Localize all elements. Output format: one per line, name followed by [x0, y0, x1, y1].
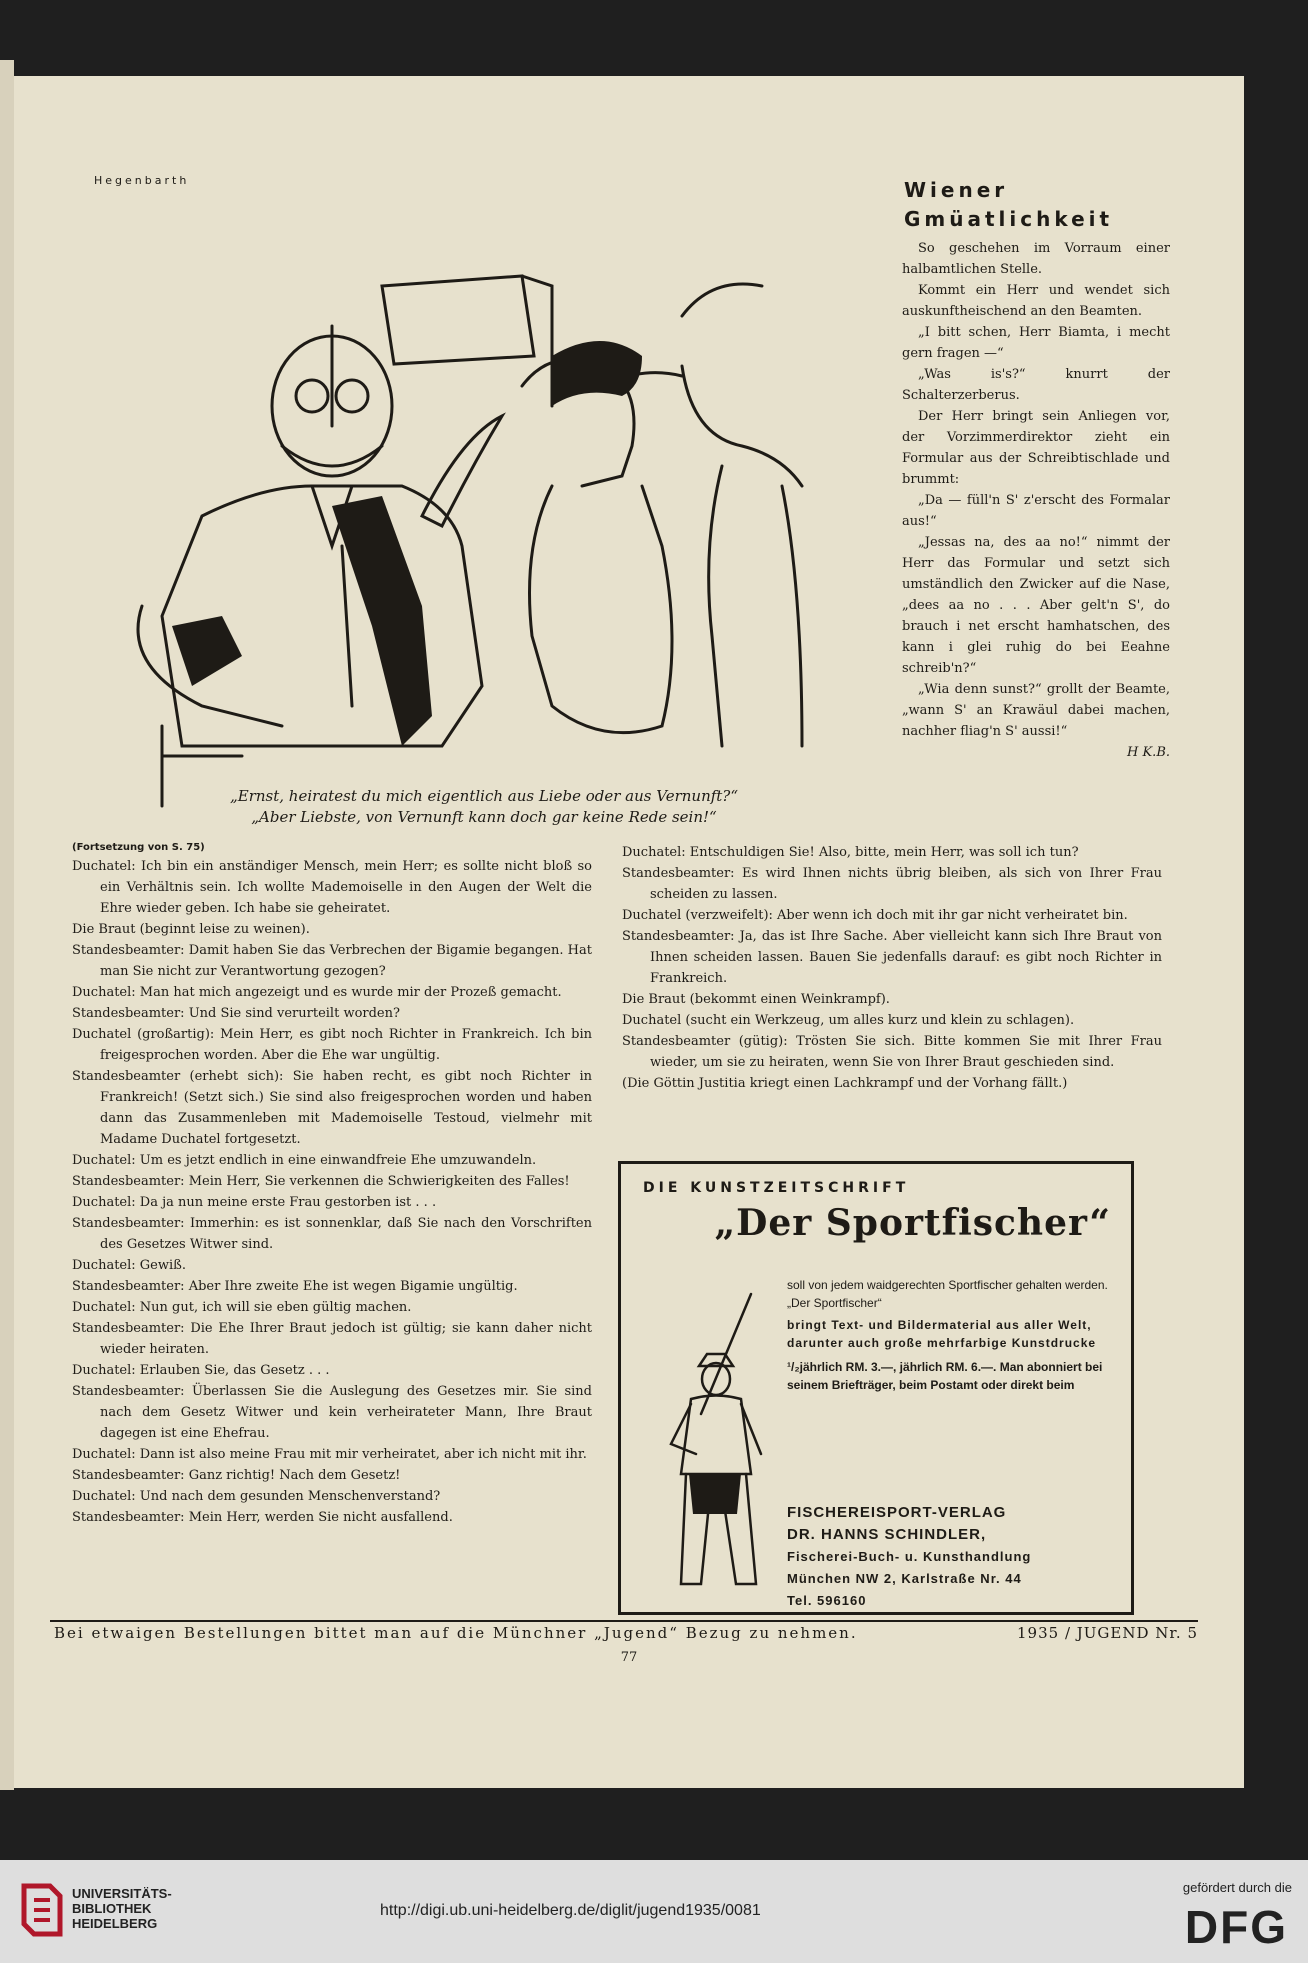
dialogue-line — [72, 856, 592, 919]
dialogue-line — [72, 1276, 592, 1297]
dialogue-column-left — [72, 856, 592, 1528]
speech: (erhebt sich): Sie haben recht, es gibt noch Richter in Frankreich! (Setzt sich.) Sie sind also freigesprochen worden und haben dann das Zusammenleben mit Mademoiselle Testoud, vielmehr mit Madame Duchatel fortgesetzt. — [100, 1069, 593, 1147]
speech: (beginnt leise zu weinen). — [139, 922, 310, 937]
ad-title: „Der Sportfischer“ — [714, 1202, 1111, 1244]
dialogue-line — [72, 1003, 592, 1024]
story-paragraph: „I bitt schen, Herr Biamta, i mecht gern fragen —“ — [902, 325, 1170, 361]
story-paragraph: „Was is's?“ knurrt der Schalterzerberus. — [902, 367, 1170, 403]
speaker: Duchatel — [622, 908, 682, 923]
dialogue-line — [72, 1507, 592, 1528]
caption-line-2: „Aber Liebste, von Vernunft kann doch gar keine Rede sein!“ — [251, 808, 717, 826]
dialogue-line — [622, 926, 1162, 989]
dialogue-line — [72, 1171, 592, 1192]
speech: Und nach dem gesunden Menschenverstand? — [139, 1489, 441, 1504]
dialogue-line — [72, 1465, 592, 1486]
speech: Überlassen Sie die Auslegung des Gesetzes mir. Sie sind nach dem Gesetz Witwer und kein verheirateter Mann, Ihre Braut dagegen ist eine Ehefrau. — [100, 1384, 592, 1441]
page-number: 77 — [620, 1650, 638, 1665]
artist-credit: Hegenbarth — [94, 174, 190, 187]
dialogue-line — [72, 919, 592, 940]
dialogue-line — [72, 982, 592, 1003]
speech: Um es jetzt endlich in eine einwandfreie Ehe umzuwandeln. — [139, 1153, 537, 1168]
dialogue-line — [72, 1150, 592, 1171]
speech: Da ja nun meine erste Frau gestorben ist . . . — [139, 1195, 437, 1210]
order-notice: Bei etwaigen Bestellungen bittet man auf die Münchner „Jugend“ Bezug zu nehmen. — [54, 1624, 858, 1642]
speech: Ganz richtig! Nach dem Gesetz! — [188, 1468, 401, 1483]
ad-heading: DIE KUNSTZEITSCHRIFT — [643, 1180, 910, 1196]
story-paragraph: „Jessas na, des aa no!“ nimmt der Herr das Formular und setzt sich umständlich den Zwicker auf die Nase, „dees aa no . . . Aber gelt'n S', do brauch i net erscht hamhatschen, des kann i glei ruhig do bei Eeahne schreib'n?“ — [902, 535, 1170, 676]
dialogue-line — [72, 1255, 592, 1276]
speech: Aber Ihre zweite Ehe ist wegen Bigamie ungültig. — [188, 1279, 518, 1294]
speaker: Duchatel: — [72, 1195, 136, 1210]
fisherman-illustration — [641, 1284, 791, 1604]
story-title-line-2: Gmüatlichkeit — [904, 207, 1114, 231]
story-paragraph: Kommt ein Herr und wendet sich auskunftheischend an den Beamten. — [902, 283, 1170, 319]
dialogue-column-right — [622, 842, 1162, 1094]
institution-name — [72, 1886, 172, 1931]
speaker: Duchatel: — [72, 1447, 136, 1462]
story-text — [902, 238, 1170, 763]
speech: (Die Göttin Justitia kriegt einen Lachkrampf und der Vorhang fällt.) — [622, 1076, 1068, 1091]
story-paragraph: Der Herr bringt sein Anliegen vor, der Vorzimmerdirektor zieht ein Formular aus der Schreibtischlade und brummt: — [902, 409, 1170, 487]
publisher-owner: DR. HANNS SCHINDLER, — [787, 1526, 987, 1543]
stage-direction — [622, 1073, 1162, 1094]
speaker: Standesbeamter — [72, 1069, 181, 1084]
dialogue-line — [622, 1031, 1162, 1073]
dialogue-line — [72, 1486, 592, 1507]
speaker: Duchatel — [622, 1013, 682, 1028]
publisher-phone: Tel. 596160 — [787, 1593, 867, 1608]
dialogue-line — [72, 1024, 592, 1066]
ad-line: bringt Text- und Bildermaterial aus aller Welt, darunter auch große mehrfarbige Kunstdrucke — [787, 1318, 1097, 1350]
institution-line: UNIVERSITÄTS- — [72, 1886, 172, 1901]
ad-body — [787, 1276, 1115, 1394]
speaker: Die Braut — [622, 992, 686, 1007]
speaker: Duchatel — [72, 1027, 132, 1042]
illustration-caption — [174, 786, 794, 828]
speech: Die Ehe Ihrer Braut jedoch ist gültig; sie kann daher nicht wieder heiraten. — [100, 1321, 592, 1357]
speaker: Duchatel: — [72, 985, 136, 1000]
speech: Erlauben Sie, das Gesetz . . . — [139, 1363, 330, 1378]
story-title — [904, 176, 1113, 234]
viewer-footer-bar — [0, 1860, 1308, 1963]
speech: (bekommt einen Weinkrampf). — [689, 992, 890, 1007]
dialogue-line — [622, 1010, 1162, 1031]
dialogue-line — [622, 905, 1162, 926]
speaker: Standesbeamter — [622, 1034, 731, 1049]
story-paragraph: „Wia denn sunst?“ grollt der Beamte, „wann S' an Krawäul dabei machen, nachher fliag'n S' aussi!“ — [902, 682, 1170, 739]
speaker: Standesbeamter: — [72, 1216, 185, 1231]
speaker: Standesbeamter: — [72, 1468, 185, 1483]
funding-label: gefördert durch die — [1182, 1880, 1292, 1895]
publisher-name: FISCHEREISPORT-VERLAG — [787, 1504, 1007, 1521]
ad-line: soll von jedem waidgerechten Sportfischer gehalten werden. „Der Sportfischer“ — [787, 1278, 1108, 1310]
speech: Mein Herr, werden Sie nicht ausfallend. — [188, 1510, 453, 1525]
caption-line-1: „Ernst, heiratest du mich eigentlich aus Liebe oder aus Vernunft?“ — [229, 787, 739, 805]
issue-label: 1935 / JUGEND Nr. 5 — [1017, 1624, 1198, 1642]
dialogue-line — [622, 842, 1162, 863]
speaker: Duchatel: — [72, 1258, 136, 1273]
magazine-page — [14, 76, 1244, 1788]
speech: Entschuldigen Sie! Also, bitte, mein Herr, was soll ich tun? — [689, 845, 1079, 860]
footer-rule — [50, 1620, 1198, 1622]
story-signature: H K.B. — [1127, 745, 1170, 760]
speech: Ich bin ein anständiger Mensch, mein Herr; es sollte nicht bloß so ein Verhältnis sein. Ich wollte Mademoiselle in den Augen der Welt die Ehre wieder geben. Ich habe sie geheiratet. — [100, 859, 592, 916]
speech: Man hat mich angezeigt und es wurde mir der Prozeß gemacht. — [139, 985, 562, 1000]
speech: Mein Herr, Sie verkennen die Schwierigkeiten des Falles! — [188, 1174, 570, 1189]
story-paragraph: „Da — füll'n S' z'erscht des Formalar aus!“ — [902, 493, 1170, 529]
story-title-line-1: Wiener — [904, 178, 1009, 202]
speech: Dann ist also meine Frau mit mir verheiratet, aber ich nicht mit ihr. — [139, 1447, 587, 1462]
dialogue-line — [72, 1192, 592, 1213]
dialogue-line — [72, 1297, 592, 1318]
speaker: Duchatel: — [72, 1363, 136, 1378]
speech: Ja, das ist Ihre Sache. Aber vielleicht kann sich Ihre Braut von Ihnen scheiden lassen. Bauen Sie jedenfalls darauf: es gibt noch Richter in Frankreich. — [650, 929, 1162, 986]
speech: Und Sie sind verurteilt worden? — [188, 1006, 400, 1021]
speech: Es wird Ihnen nichts übrig bleiben, als sich von Ihrer Frau scheiden zu lassen. — [650, 866, 1162, 902]
dialogue-line — [72, 1360, 592, 1381]
speaker: Standesbeamter: — [72, 1384, 185, 1399]
dialogue-line — [72, 1318, 592, 1360]
continuation-note: (Fortsetzung von S. 75) — [72, 842, 205, 853]
ad-publisher — [787, 1502, 1115, 1612]
speaker: Standesbeamter: — [622, 866, 735, 881]
speech: (verzweifelt): Aber wenn ich doch mit ihr gar nicht verheiratet bin. — [685, 908, 1128, 923]
speaker: Standesbeamter: — [72, 943, 185, 958]
illustration — [82, 186, 902, 826]
dialogue-line — [72, 1066, 592, 1150]
speaker: Standesbeamter: — [72, 1174, 185, 1189]
publisher-shop: Fischerei-Buch- u. Kunsthandlung — [787, 1549, 1032, 1564]
speech: Gewiß. — [139, 1258, 186, 1273]
speech: (gütig): Trösten Sie sich. Bitte kommen Sie mit Ihrer Frau wieder, um sie zu heiraten, wenn Sie von Ihrer Braut geschieden sind. — [650, 1034, 1162, 1070]
story-paragraph: So geschehen im Vorraum einer halbamtlichen Stelle. — [902, 241, 1170, 277]
speaker: Duchatel: — [72, 1300, 136, 1315]
dialogue-line — [72, 1444, 592, 1465]
ad-line: ¹/₂jährlich RM. 3.—, jährlich RM. 6.—. Man abonniert bei seinem Briefträger, beim Postamt oder direkt beim — [787, 1360, 1103, 1392]
speech: Damit haben Sie das Verbrechen der Bigamie begangen. Hat man Sie nicht zur Verantwortung gezogen? — [100, 943, 592, 979]
publisher-address: München NW 2, Karlstraße Nr. 44 — [787, 1571, 1022, 1586]
speech: (großartig): Mein Herr, es gibt noch Richter in Frankreich. Ich bin freigesprochen worden. Aber die Ehe war ungültig. — [100, 1027, 592, 1063]
speaker: Standesbeamter: — [622, 929, 735, 944]
speaker: Duchatel: — [72, 1153, 136, 1168]
dialogue-line — [72, 1213, 592, 1255]
page-footer — [54, 1624, 1204, 1642]
speaker: Die Braut — [72, 922, 136, 937]
previous-page-edge — [0, 60, 14, 1790]
speaker: Standesbeamter: — [72, 1006, 185, 1021]
dfg-logo: DFG — [1184, 1901, 1288, 1953]
dialogue-line — [72, 940, 592, 982]
speech: Nun gut, ich will sie eben gültig machen. — [139, 1300, 412, 1315]
dialogue-line — [622, 863, 1162, 905]
speaker: Standesbeamter: — [72, 1279, 185, 1294]
speaker: Standesbeamter: — [72, 1321, 185, 1336]
speaker: Duchatel: — [622, 845, 686, 860]
speech: (sucht ein Werkzeug, um alles kurz und klein zu schlagen). — [685, 1013, 1075, 1028]
speaker: Standesbeamter: — [72, 1510, 185, 1525]
institution-line: BIBLIOTHEK — [72, 1901, 152, 1916]
speech: Immerhin: es ist sonnenklar, daß Sie nach den Vorschriften des Gesetzes Witwer sind. — [100, 1216, 592, 1252]
dialogue-line — [72, 1381, 592, 1444]
permalink[interactable]: http://digi.ub.uni-heidelberg.de/diglit/jugend1935/0081 — [380, 1902, 761, 1919]
speaker: Duchatel: — [72, 1489, 136, 1504]
advertisement — [618, 1161, 1134, 1615]
institution-line: HEIDELBERG — [72, 1916, 158, 1931]
university-logo-icon — [20, 1878, 64, 1938]
speaker: Duchatel: — [72, 859, 136, 874]
dialogue-line — [622, 989, 1162, 1010]
